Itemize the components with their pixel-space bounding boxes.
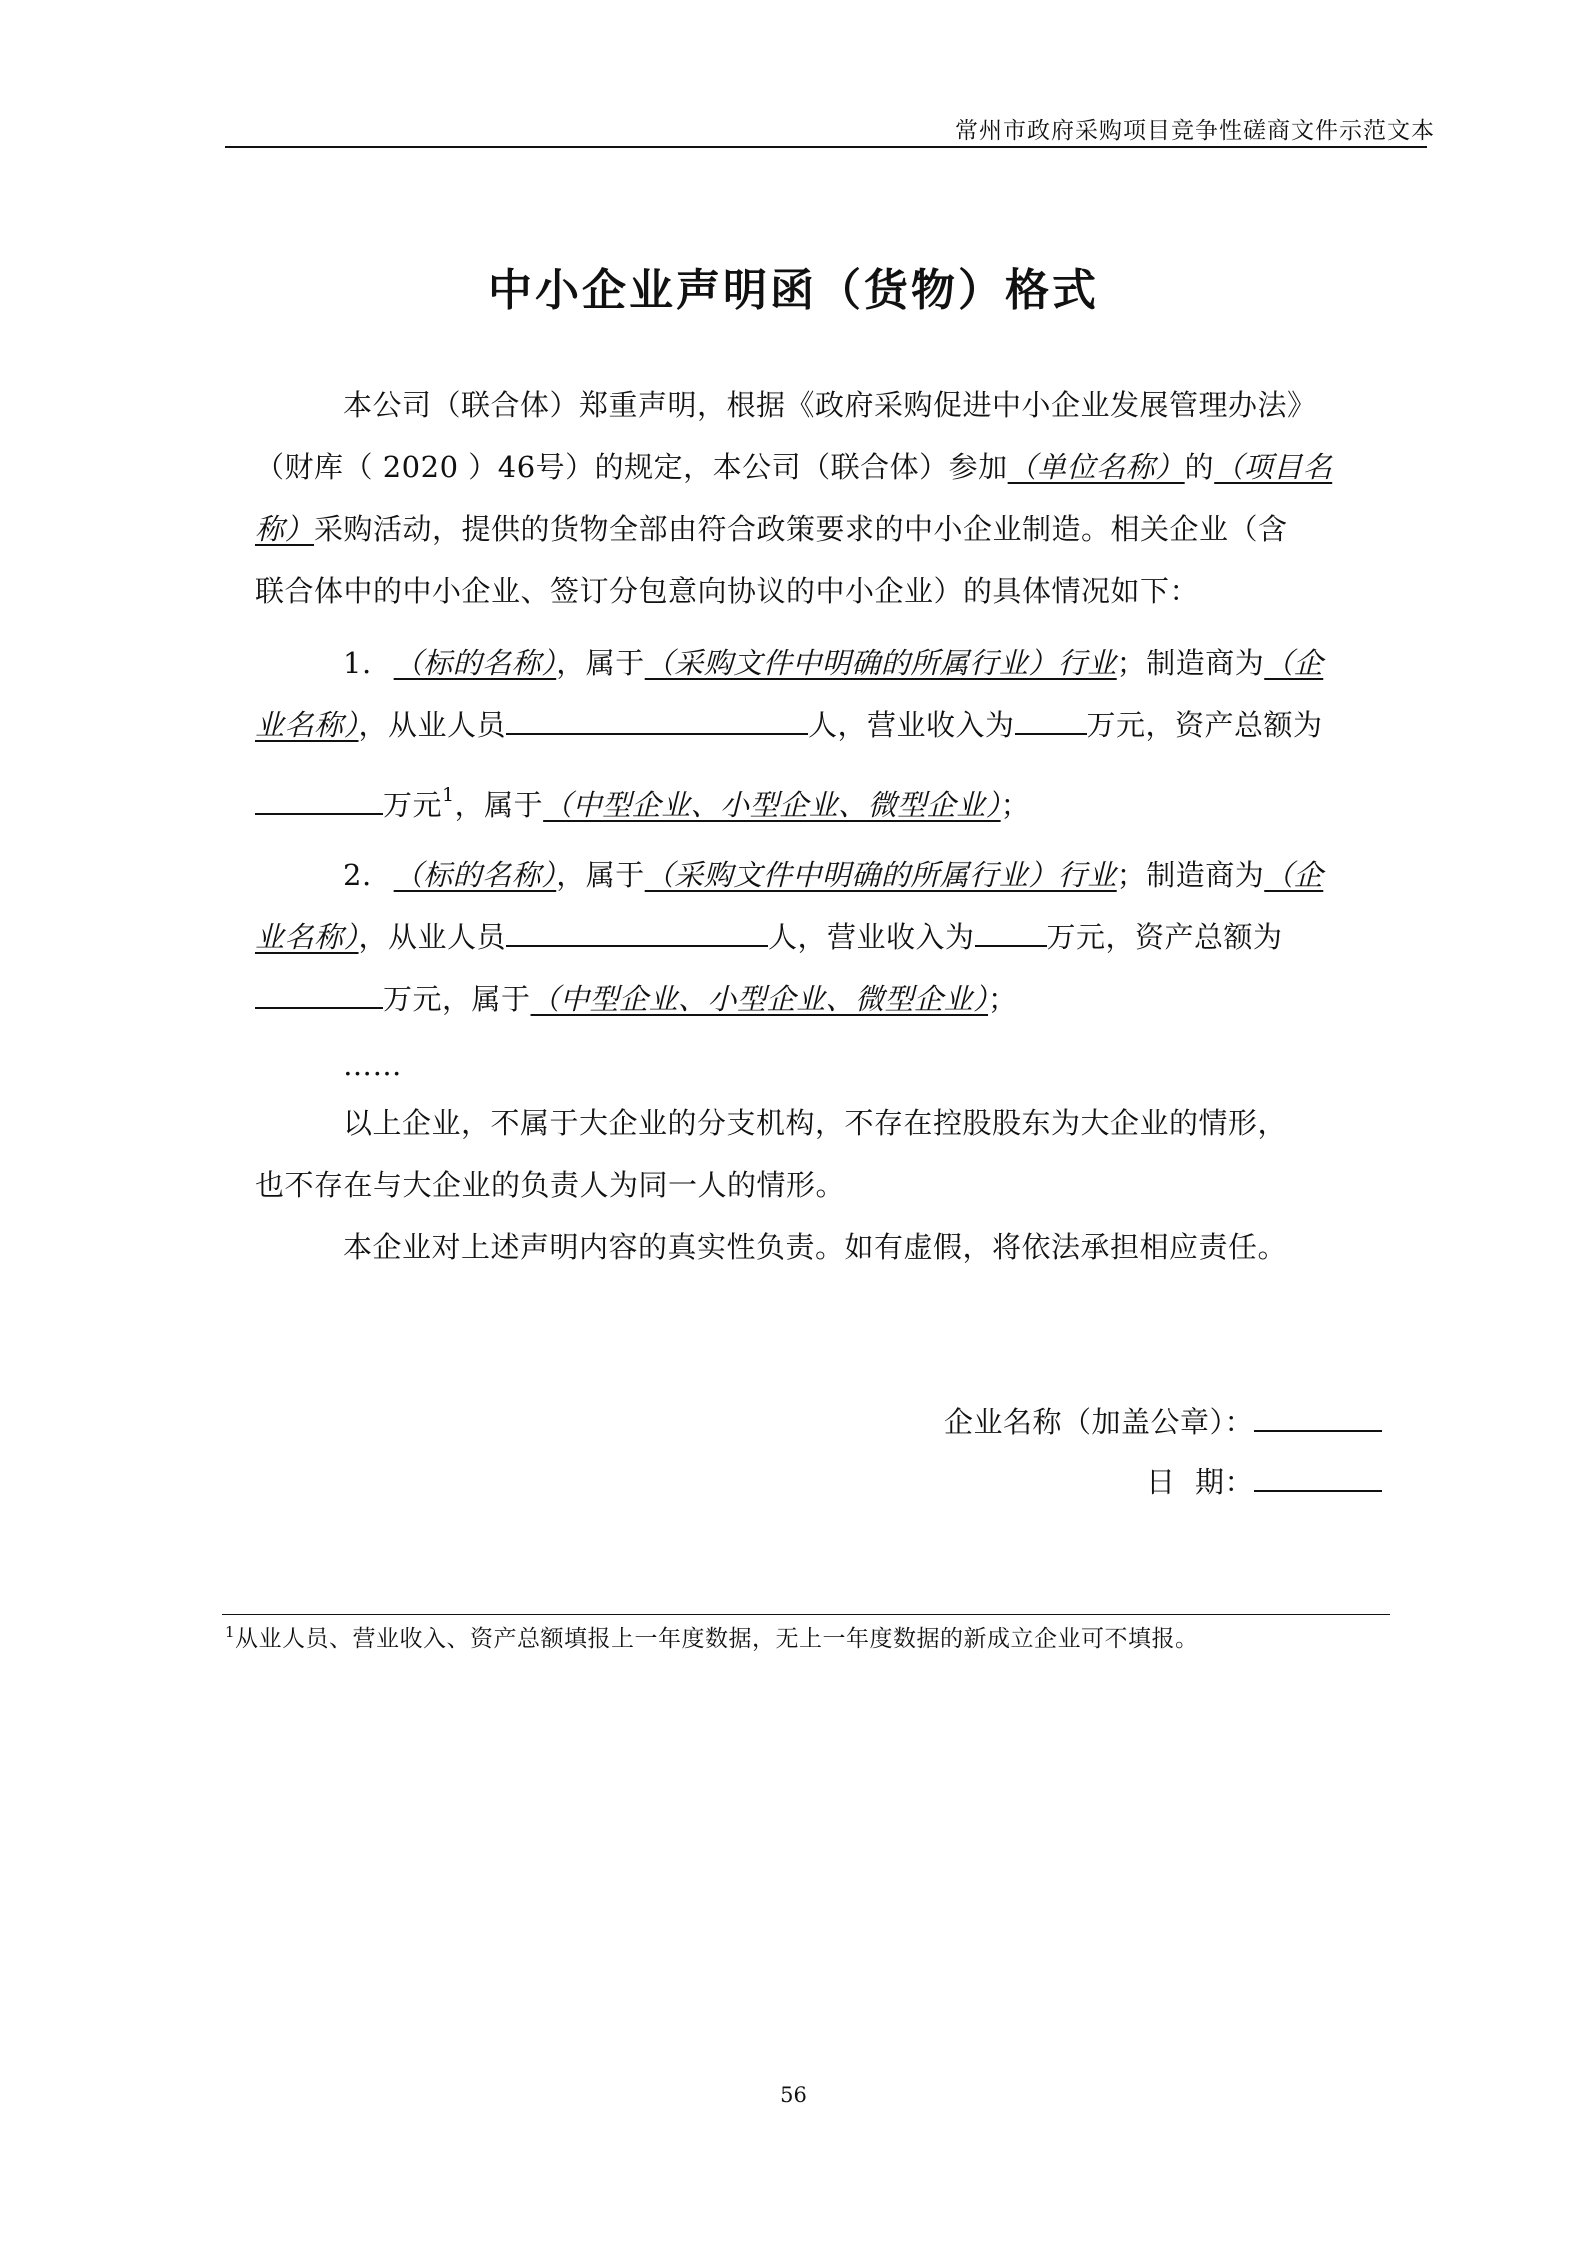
project-name-placeholder-a: （项目名 <box>1214 450 1333 484</box>
item-1-maker-label: ；制造商为 <box>1116 646 1265 680</box>
company-name-signature <box>944 1400 1382 1441</box>
item-1-belong2-label: ，属于 <box>454 788 544 822</box>
company-name-blank <box>1254 1406 1382 1432</box>
date-blank <box>1254 1466 1382 1492</box>
item-1-subject-name: （标的名称） <box>393 646 557 680</box>
intro-text-3: 采购活动，提供的货物全部由符合政策要求的中小企业制造。相关企业（含 <box>314 512 1288 546</box>
para4-line <box>343 1216 1287 1278</box>
date-label: 日 期： <box>1146 1465 1254 1499</box>
item-2-line-1 <box>343 844 1323 906</box>
item-2-assets-unit: 万元，属于 <box>383 982 531 1016</box>
item-2-line-2 <box>255 906 1283 968</box>
ellipsis-text: …… <box>343 1048 402 1082</box>
item-1-number: 1. <box>343 646 372 680</box>
intro-line-2 <box>255 436 1332 498</box>
footnote-rule <box>222 1614 1390 1615</box>
para3-text-2: 也不存在与大企业的负责人为同一人的情形。 <box>255 1168 846 1202</box>
footnote-mark: 1 <box>225 1623 236 1641</box>
item-2-maker-label: ；制造商为 <box>1116 858 1265 892</box>
item-1-staff-label: ，从业人员 <box>358 708 507 742</box>
item-1-assets-blank <box>255 791 383 815</box>
item-1-staff-blank <box>506 711 808 735</box>
item-2-number: 2. <box>343 858 372 892</box>
page-number: 56 <box>780 2083 807 2107</box>
item-2-company-name-a: （企 <box>1264 858 1324 892</box>
item-2-income-label: 人，营业收入为 <box>768 920 975 954</box>
date-signature <box>1146 1460 1382 1501</box>
ellipsis <box>343 1034 402 1096</box>
item-2-income-blank <box>975 923 1047 947</box>
item-1-line-2 <box>255 694 1323 756</box>
item-1-belong-label: ，属于 <box>556 646 645 680</box>
item-2-line-3 <box>255 968 1018 1030</box>
footnote <box>225 1620 1199 1653</box>
footnote-reference: 1 <box>442 784 455 806</box>
para4-text: 本企业对上述声明内容的真实性负责。如有虚假，将依法承担相应责任。 <box>343 1230 1288 1264</box>
item-1-company-name-b: 业名称） <box>255 708 359 742</box>
item-2-assets-blank <box>255 985 383 1009</box>
document-title: 中小企业声明函（货物）格式 <box>488 265 1099 316</box>
item-1-company-name-a: （企 <box>1264 646 1324 680</box>
item-1-income-blank <box>1015 711 1087 735</box>
intro-line-3 <box>255 498 1288 560</box>
intro-line-4 <box>255 560 1199 622</box>
item-2-staff-blank <box>506 923 768 947</box>
header-rule <box>225 146 1427 148</box>
item-2-subject-name: （标的名称） <box>393 858 557 892</box>
item-1-line-3 <box>255 774 1030 836</box>
item-2-assets-label: 万元，资产总额为 <box>1046 920 1283 954</box>
project-name-placeholder-b: 称） <box>255 512 315 546</box>
item-1-end: ； <box>1000 788 1031 822</box>
intro-text-4: 联合体中的中小企业、签订分包意向协议的中小企业）的具体情况如下： <box>255 574 1200 608</box>
item-2-industry: （采购文件中明确的所属行业）行业 <box>644 858 1117 892</box>
company-name-label: 企业名称（加盖公章）： <box>943 1405 1254 1439</box>
item-2-company-name-b: 业名称） <box>255 920 359 954</box>
intro-text-1: 本公司（联合体）郑重声明，根据《政府采购促进中小企业发展管理办法》 <box>343 388 1317 422</box>
item-1-enterprise-type: （中型企业、小型企业、微型企业） <box>543 788 1001 822</box>
item-2-enterprise-type: （中型企业、小型企业、微型企业） <box>530 982 989 1016</box>
item-1-income-label: 人，营业收入为 <box>808 708 1015 742</box>
para3-line-2 <box>255 1154 845 1216</box>
running-header: 常州市政府采购项目竞争性磋商文件示范文本 <box>955 118 1435 144</box>
item-2-staff-label: ，从业人员 <box>358 920 507 954</box>
item-1-industry: （采购文件中明确的所属行业）行业 <box>644 646 1117 680</box>
para3-line-1 <box>343 1092 1287 1154</box>
unit-name-placeholder: （单位名称） <box>1007 450 1185 484</box>
intro-line-1 <box>343 374 1317 436</box>
item-2-end: ； <box>988 982 1018 1016</box>
intro-text-2: （财库（ 2020 ）46号）的规定，本公司（联合体）参加 <box>255 450 1008 484</box>
item-1-assets-unit: 万元 <box>383 788 443 822</box>
footnote-text: 从业人员、营业收入、资产总额填报上一年度数据，无上一年度数据的新成立企业可不填报。 <box>235 1626 1199 1652</box>
para3-text-1: 以上企业，不属于大企业的分支机构，不存在控股股东为大企业的情形， <box>343 1106 1288 1140</box>
item-2-belong-label: ，属于 <box>556 858 645 892</box>
item-1-line-1 <box>343 632 1323 694</box>
intro-text-2c: 的 <box>1184 450 1215 484</box>
item-1-assets-label: 万元，资产总额为 <box>1086 708 1323 742</box>
